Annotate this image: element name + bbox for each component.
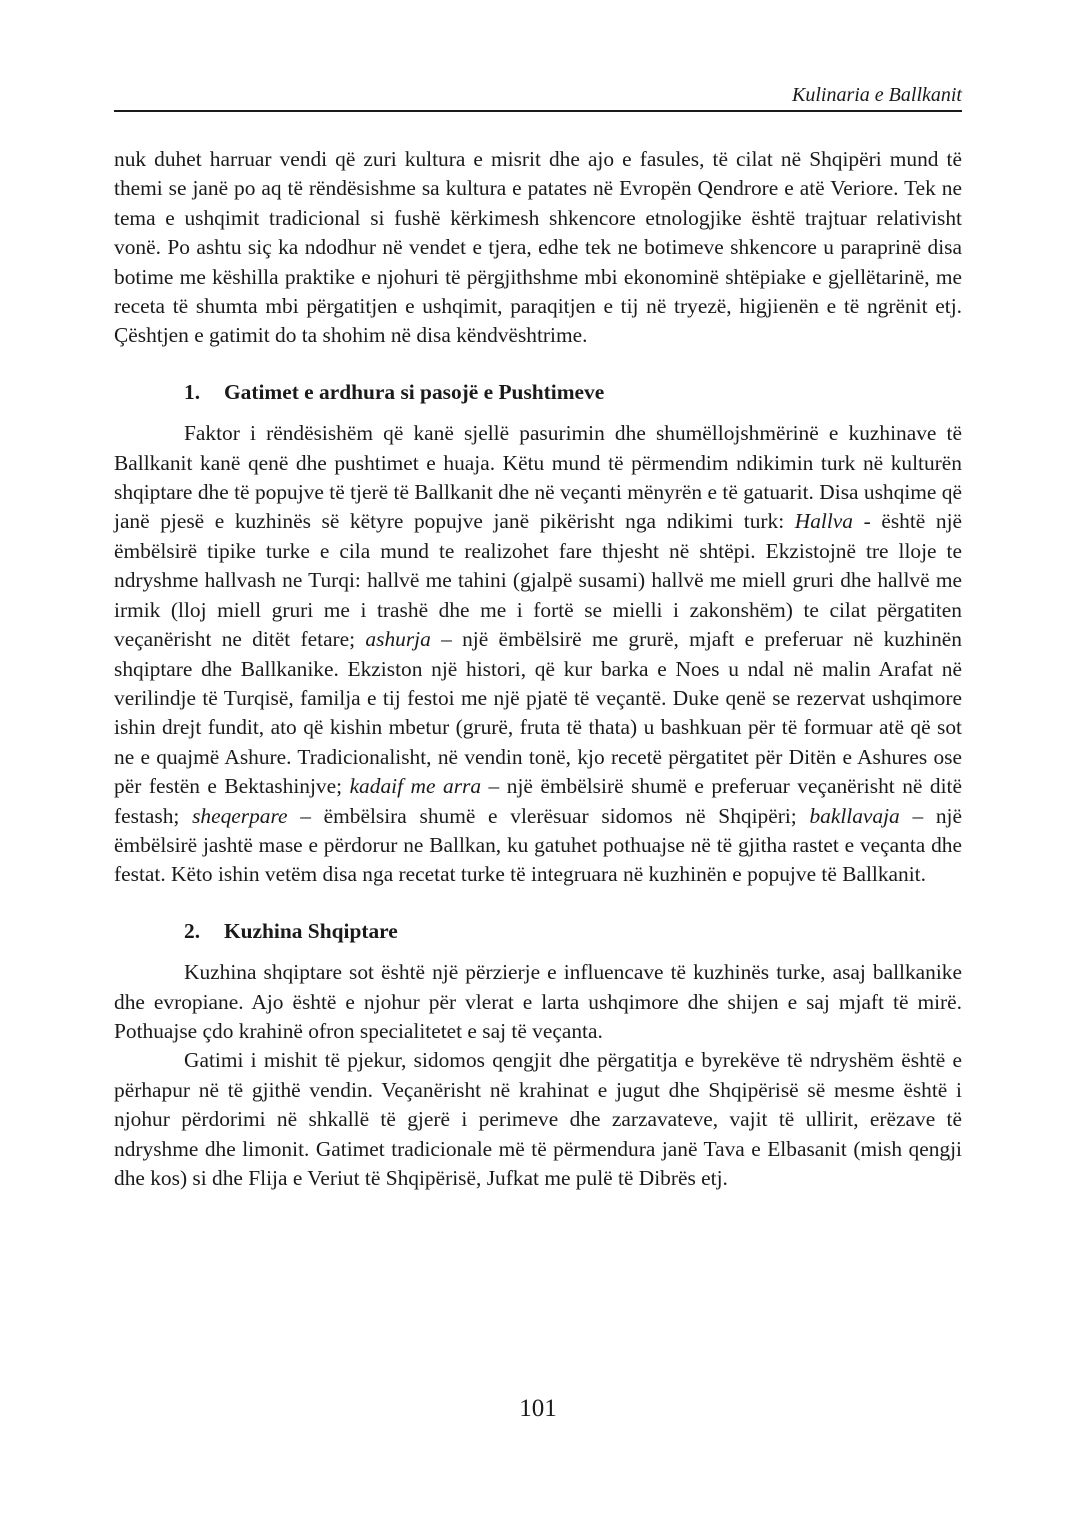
section-title-1: Gatimet e ardhura si pasojë e Pushtimeve	[224, 379, 605, 404]
paragraph-text: Faktor i rëndësishëm që kanë sjellë pasurimin dhe shumëllojshmërinë e kuzhinave të Ballkanit kanë qenë dhe pushtimet e huaja. Këtu mund të përmendim ndikimin turk në kulturën shqiptare dhe të popujve të tjerë të Ballkanit dhe në veçanti mënyrën e të gatuarit. Disa ushqime që janë pjesë e kuzhinës së këtyre popujve janë pikërisht nga ndikimi turk:	[114, 421, 962, 534]
section-title-2: Kuzhina Shqiptare	[224, 918, 398, 943]
section-number-1: 1.	[184, 379, 201, 404]
section-1-paragraph	[114, 419, 962, 890]
paragraph-text: – një ëmbëlsirë jashtë mase e përdorur ne Ballkan, ku gatuhet pothuajse në të gjitha rastet e veçanta dhe festat. Këto ishin vetëm disa nga recetat turke të integruara në kuzhinën e popujve të Ballkanit.	[114, 803, 962, 887]
paragraph-text: - është një ëmbëlsirë tipike turke e cila mund te realizohet fare thjesht në shtëpi. Ekzistojnë tre lloje te ndryshme hallvash ne Turqi: hallvë me tahini (gjalpë susami) hallvë me miell gruri dhe hallvë me irmik (lloj miell gruri me i trashë dhe me i fortë se mielli i zakonshëm) te cilat përgatiten veçanërisht ne ditët fetare;	[114, 509, 962, 652]
page-number: 101	[519, 1395, 557, 1422]
term-kadaif-me-arra: kadaif me arra	[349, 774, 482, 799]
term-bakllavaja: bakllavaja	[809, 803, 900, 828]
section-2-paragraph-2: Gatimi i mishit të pjekur, sidomos qengjit dhe përgatitja e byrekëve të ndryshëm është e përhapur në të gjithë vendin. Veçanërisht në krahinat e jugut dhe Shqipërisë së mesme është i njohur përdorimi në shkallë të gjerë i perimeve dhe zarzavateve, vajit të ullirit, erëzave të ndryshme dhe limonit. Gatimet tradicionale më të përmendura janë Tava e Elbasanit (mish qengji dhe kos) si dhe Flija e Veriut të Shqipërisë, Jufkat me pulë të Dibrës etj.	[114, 1048, 962, 1190]
section-heading-1	[114, 378, 962, 407]
running-header: Kulinaria e Ballkanit	[792, 84, 962, 106]
page-body	[114, 145, 962, 1193]
section-heading-2	[114, 917, 962, 946]
header-rule	[114, 110, 962, 112]
term-hallva: Hallva	[794, 509, 853, 534]
term-sheqerpare: sheqerpare	[192, 803, 288, 828]
paragraph-text: – një ëmbëlsirë me grurë, mjaft e preferuar në kuzhinën shqiptare dhe Ballkanike. Ekziston një histori, që kur barka e Noes u ndal në malin Arafat në verilindje të Turqisë, familja e tij festoi me një pjatë të veçantë. Duke qenë se rezervat ushqimore ishin drejt fundit, ato që kishin mbetur (grurë, fruta të thata) u bashkuan për të formuar atë që sot ne e quajmë Ashure. Tradicionalisht, në vendin tonë, kjo recetë përgatitet për Ditën e Ashures ose për festën e Bektashinjve;	[114, 627, 962, 799]
section-2-paragraph-1: Kuzhina shqiptare sot është një përzierje e influencave të kuzhinës turke, asaj ballkanike dhe evropiane. Ajo është e njohur për vlerat e larta ushqimore dhe shijen e saj mjaft të mirë. Pothuajse çdo krahinë ofron specialitetet e saj të veçanta.	[114, 960, 962, 1043]
intro-paragraph: nuk duhet harruar vendi që zuri kultura e misrit dhe ajo e fasules, të cilat në Shqipëri mund të themi se janë po aq të rëndësishme sa kultura e patates në Evropën Qendrore e atë Veriore. Tek ne tema e ushqimit tradicional si fushë kërkimesh shkencore etnologjike është trajtuar relativisht vonë. Po ashtu siç ka ndodhur në vendet e tjera, edhe tek ne botimeve shkencore u paraprinë disa botime me këshilla praktike e njohuri të përgjithshme mbi ekonominë shtëpiake e gjellëtarinë, me receta të shumta mbi përgatitjen e ushqimit, paraqitjen e tij në tryezë, higjienën e të ngrënit etj. Çështjen e gatimit do ta shohim në disa këndvështrime.	[114, 147, 962, 348]
section-number-2: 2.	[184, 918, 201, 943]
paragraph-text: – një ëmbëlsirë shumë e preferuar veçanërisht në ditë festash;	[114, 774, 962, 828]
term-ashurja: ashurja	[365, 627, 431, 652]
paragraph-text: – ëmbëlsira shumë e vlerësuar sidomos në Shqipëri;	[287, 803, 810, 828]
